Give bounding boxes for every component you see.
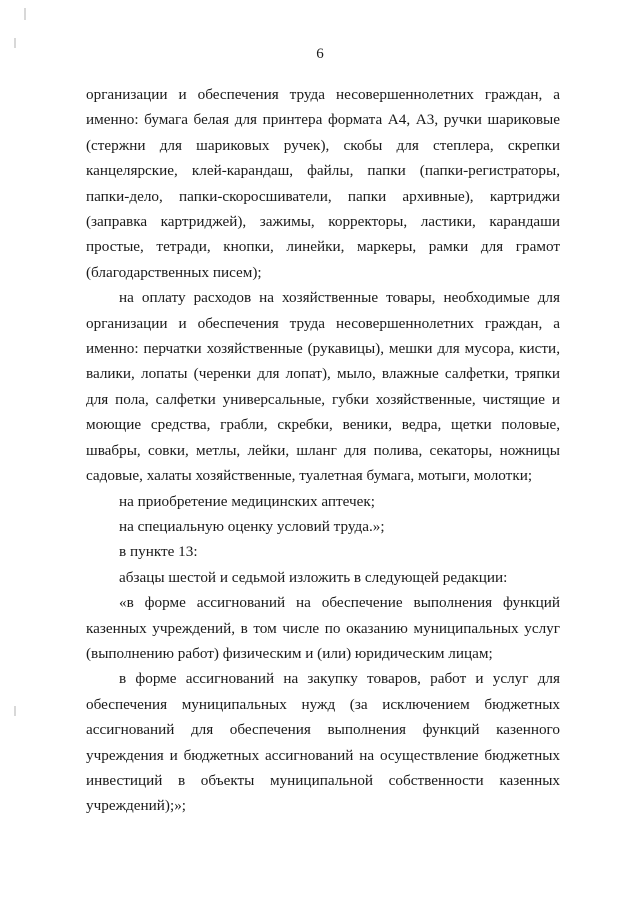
page-number: 6: [316, 46, 324, 62]
document-body: [86, 82, 560, 819]
paragraph-state-institutions: «в форме ассигнований на обеспечение выполнения функций казенных учреждений, в том числе по оказанию муниципальных услуг (выполнению работ) физическим и (или) юридическим лицам;: [86, 594, 560, 662]
paragraph-first-aid-kits: на приобретение медицинских аптечек;: [119, 492, 376, 510]
paragraph-procurement: в форме ассигнований на закупку товаров, работ и услуг для обеспечения муниципальных нужд (за исключением бюджетных ассигнований для обеспечения выполнения функций казенного учреждения и бюджетных ассигнований на осуществление бюджетных инвестиций в объекты муниципальной собственности казенных учреждений);»;: [86, 670, 560, 815]
paragraph-working-conditions: на специальную оценку условий труда.»;: [119, 517, 385, 535]
paragraph-clause-13: в пункте 13:: [119, 543, 198, 561]
paragraph-edit-instruction: абзацы шестой и седьмой изложить в следующей редакции:: [119, 568, 508, 586]
scan-mark-top: [24, 8, 26, 20]
paragraph-stationery-list: организации и обеспечения труда несовершеннолетних граждан, а именно: бумага белая для принтера формата А4, А3, ручки шариковые (стержни для шариковых ручек), скобы для степлера, скрепки канцелярские, клей-карандаш, файлы, папки (папки-регистраторы, папки-дело, папки-скоросшиватели, папки архивные), картриджи (заправка картриджей), зажимы, корректоры, ластики, карандаши простые, тетради, кнопки, линейки, маркеры, рамки для грамот (благодарственных писем);: [86, 86, 560, 281]
paragraph-household-goods: на оплату расходов на хозяйственные товары, необходимые для организации и обеспечения труда несовершеннолетних граждан, а именно: перчатки хозяйственные (рукавицы), мешки для мусора, кисти, валики, лопаты (черенки для лопат), мыло, влажные салфетки, тряпки для пола, салфетки универсальные, губки хозяйственные, чистящие и моющие средства, грабли, скребки, веники, ведра, щетки половые, швабры, совки, метлы, лейки, шланг для полива, секаторы, ножницы садовые, халаты хозяйственные, туалетная бумага, мотыги, молотки;: [86, 289, 560, 485]
scan-mark-left-2: [14, 706, 16, 716]
